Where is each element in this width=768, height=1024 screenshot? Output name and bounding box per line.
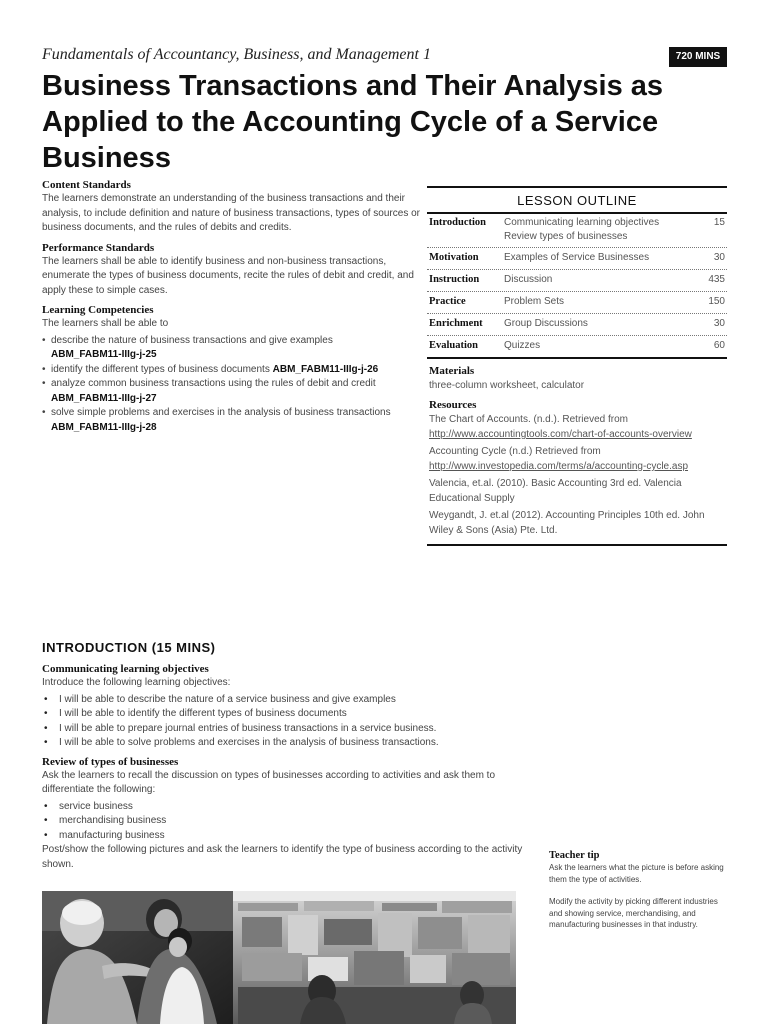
resources-section	[427, 399, 727, 538]
resource-link[interactable]: http://www.investopedia.com/terms/a/accounting-cycle.asp	[429, 461, 689, 472]
lesson-outline	[427, 186, 727, 546]
outline-stage: Motivation	[429, 252, 479, 263]
subject-title: Fundamentals of Accountancy, Business, and Management 1	[42, 46, 431, 63]
business-type-item: • service business	[42, 800, 532, 815]
competency-list	[42, 334, 420, 436]
performance-standards-heading: Performance Standards	[42, 241, 155, 254]
competency-code: ABM_FABM11-IIIg-j-26	[272, 363, 379, 375]
business-photos	[42, 891, 516, 1024]
lesson-outline-title: LESSON OUTLINE	[427, 188, 727, 214]
resource-item: Weygandt, J. et.al (2012). Accounting Principles 10th ed. John Wiley & Sons (Asia) Pte. Ltd.	[429, 510, 705, 536]
lesson-title: Business Transactions and Their Analysis as Applied to the Accounting Cycle of a Service Business	[42, 70, 664, 174]
business-type-item: • manufacturing business	[42, 829, 532, 844]
objectives-heading: Communicating learning objectives	[42, 663, 209, 675]
outline-minutes: 15	[713, 217, 725, 228]
competency-code: ABM_FABM11-IIIg-j-28	[51, 421, 157, 433]
resources-heading: Resources	[429, 399, 477, 411]
outline-minutes: 150	[708, 296, 725, 307]
teacher-tip-paragraph: Modify the activity by picking different industries and showing service, merchandising, and manufacturing businesses in that industry.	[549, 897, 718, 929]
learning-competencies-intro: The learners shall be able to	[42, 318, 169, 329]
review-text: Ask the learners to recall the discussion on types of businesses according to activities and ask them to differentiate the following:	[42, 769, 496, 795]
resource-link[interactable]: http://www.accountingtools.com/chart-of-accounts-overview	[429, 429, 692, 440]
outline-row-evaluation	[427, 336, 727, 357]
materials-section	[427, 365, 727, 393]
outline-minutes: 435	[708, 274, 725, 285]
outline-minutes: 30	[713, 318, 725, 329]
outline-stage: Evaluation	[429, 340, 479, 351]
materials-text: three-column worksheet, calculator	[429, 380, 585, 391]
resource-item: Valencia, et.al. (2010). Basic Accounting 3rd ed. Valencia Educational Supply	[429, 478, 682, 504]
outline-row-practice	[427, 292, 727, 314]
materials-heading: Materials	[429, 365, 475, 377]
outline-row-enrichment	[427, 314, 727, 336]
introduction-body	[42, 663, 532, 872]
outline-activity: Review types of businesses	[504, 231, 628, 242]
objective-item: • I will be able to identify the different types of business documents	[42, 707, 532, 722]
outline-minutes: 60	[713, 340, 725, 351]
competency-code: ABM_FABM11-IIIg-j-25	[51, 349, 157, 360]
competency-item	[42, 363, 420, 378]
outline-activity: Problem Sets	[504, 296, 565, 307]
competency-item	[42, 377, 420, 406]
duration-badge: 720 MINS	[669, 47, 727, 67]
outline-activity: Group Discussions	[504, 318, 588, 329]
outline-minutes: 30	[713, 252, 725, 263]
review-heading: Review of types of businesses	[42, 755, 179, 768]
teacher-tip-paragraph: Ask the learners what the picture is before asking them the type of activities.	[549, 863, 724, 884]
standards-column	[42, 179, 420, 435]
objective-item: • I will be able to solve problems and exercises in the analysis of business transactions.	[42, 736, 532, 751]
outline-row-introduction	[427, 214, 727, 248]
objective-item: • I will be able to prepare journal entries of business transactions in a service business.	[42, 722, 532, 737]
outline-stage: Enrichment	[429, 318, 483, 329]
introduction-heading: INTRODUCTION (15 MINS)	[42, 640, 216, 655]
performance-standards-text: The learners shall be able to identify business and non-business transactions, enumerate the types of business documents, recite the rules of debit and credit, and apply these to simple cases.	[42, 255, 414, 296]
teacher-tip	[549, 849, 729, 931]
objectives-intro: Introduce the following learning objectives:	[42, 677, 231, 688]
competency-code: ABM_FABM11-IIIg-j-27	[51, 392, 157, 404]
post-pictures-text: Post/show the following pictures and ask the learners to identify the type of business according to the activity shown.	[42, 844, 523, 870]
objective-item: • I will be able to describe the nature of a service business and give examples	[42, 693, 532, 708]
outline-activity: Discussion	[504, 274, 553, 285]
resource-text: The Chart of Accounts. (n.d.). Retrieved from	[429, 414, 628, 425]
outline-row-motivation	[427, 248, 727, 270]
competency-text: solve simple problems and exercises in the analysis of business transactions	[51, 407, 391, 418]
outline-stage: Introduction	[429, 217, 486, 228]
resource-item	[429, 412, 727, 442]
competency-item	[42, 406, 420, 435]
service-photo	[42, 891, 233, 1024]
content-standards-text: The learners demonstrate an understanding of the business transactions and their analysis, to include definition and nature of business transactions, types of sources or business documents, and the rules of debits and credits.	[42, 193, 420, 233]
competency-text: analyze common business transactions using the rules of debit and credit	[51, 378, 376, 389]
outline-activity: Communicating learning objectives	[504, 217, 660, 228]
learning-competencies-heading: Learning Competencies	[42, 304, 154, 316]
resource-item	[429, 444, 727, 474]
outline-activity: Quizzes	[504, 340, 541, 351]
teacher-tip-heading: Teacher tip	[549, 850, 600, 861]
outline-activity: Examples of Service Businesses	[504, 252, 650, 263]
competency-text: describe the nature of business transactions and give examples	[51, 334, 333, 346]
business-types-list	[42, 800, 532, 844]
resource-text: Accounting Cycle (n.d.) Retrieved from	[429, 446, 601, 457]
content-standards-heading: Content Standards	[42, 179, 131, 191]
outline-stage: Instruction	[429, 274, 480, 285]
outline-row-instruction	[427, 270, 727, 292]
competency-text: identify the different types of business documents	[51, 363, 270, 375]
competency-item	[42, 334, 420, 363]
outline-stage: Practice	[429, 296, 466, 307]
business-type-item: • merchandising business	[42, 814, 532, 829]
store-photo	[233, 891, 516, 1024]
business-photos-svg	[42, 891, 516, 1024]
objectives-list	[42, 693, 532, 751]
